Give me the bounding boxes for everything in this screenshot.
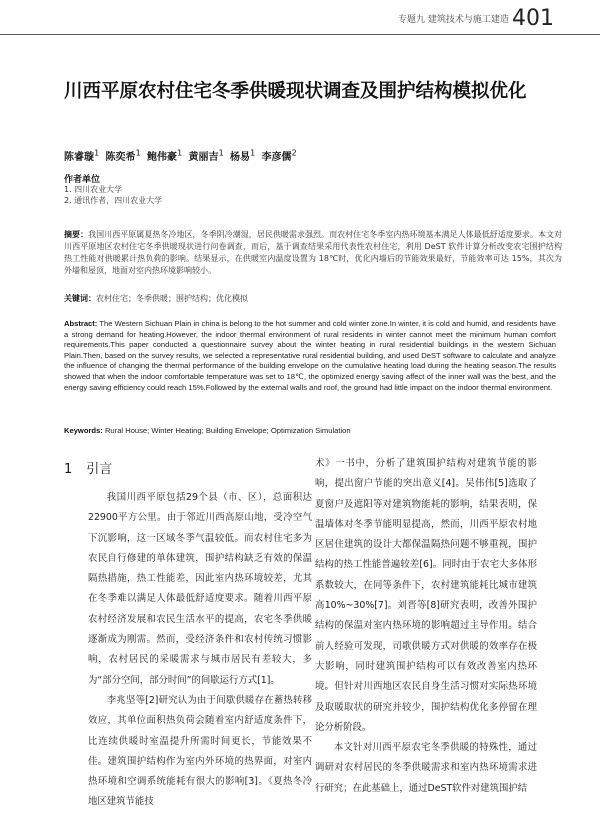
keywords-chinese	[64, 293, 562, 304]
paragraph: 本文针对川西平原农宅冬季供暖的特殊性，通过调研对农村居民的冬季供暖需求和室内热环境需求进行研究；在此基础上，通过DeST软件对建筑围护结	[315, 742, 537, 794]
affiliation-heading: 作者单位	[64, 175, 101, 185]
author: 陈奕希$^1$	[105, 148, 141, 164]
abstract-label: Abstract:	[64, 319, 98, 328]
author: 鲍伟豪$^1$	[147, 148, 183, 164]
affiliation-2: 2. 通讯作者，四川农业大学	[64, 196, 163, 205]
abstract-text: 我国川西平原属夏热冬冷地区，冬季阴冷潮湿，居民供暖需求强烈。而农村住宅冬季室内热环境基本满足人体最低舒适度要求。本文对川西平原地区农村住宅冬季供暖现状进行问卷调查，而后，基于调查结果采用代表性农村住宅，利用 DeST 软件计算分析改变农宅围护结构热工性能对供暖累计热负荷的影响。结果显示，在供暖室内温度设置为 18℃时，优化内墙后的节能效果最好，节能效率可达 15%，其次为外墙和屋顶，地面对室内热环境影响较小。	[64, 230, 563, 275]
author: 杨易$^1$	[230, 148, 256, 164]
abstract-label: 摘要：	[64, 230, 89, 239]
paper-title: 川西平原农村住宅冬季供暖现状调查及围护结构模拟优化	[64, 81, 527, 102]
affiliation-1: 1. 四川农业大学	[64, 185, 123, 194]
body-column-right	[315, 454, 537, 799]
author-list	[64, 148, 300, 163]
abstract-text: The Western Sichuan Plain in china is belong to the hot summer and cold winter zone.In winter, it is cold and humid, and residents have a strong demand for heating.However, the indoor thermal environment of rural residents in winter cannot meet the minimum human comfort requirements.This paper conducted a questionnaire survey about the winter heating in rural residential buildings in the western Sichuan Plain.Then, based on the survey results, we selected a representative rural residential building, and used DeST software to calculate and analyze the influence of changing the thermal performance of the building envelope on the cumulative heating load during the heating season.The results showed that when the indoor comfortable temperature was set to 18℃, the optimized energy saving affect of the inner wall was the best, and the energy saving efficiency could reach 15%.Followed by the external walls and roof, the ground had little impact on the indoor thermal environment.	[64, 319, 556, 392]
section-title: 引言	[86, 462, 113, 477]
abstract-english	[64, 319, 556, 393]
keywords-label: Keywords:	[64, 426, 103, 435]
keywords-label: 关键词：	[64, 294, 96, 303]
keywords-text: Rural House; Winter Heating; Building Envelope; Optimization Simulation	[104, 426, 351, 435]
paragraph: 李兆坚等[2]研究认为由于间歇供暖存在蓄热转移效应，其单位面积热负荷会随着室内舒适度条件下，比连续供暖时室温提升所需时间更长，节能效果不佳。建筑围护结构作为室内外环境的热界面，对室内热环境和空调系统能耗有很大的影响[3]。《夏热冬冷地区建筑节能技	[88, 694, 312, 808]
author: 陈睿璇$^1$	[64, 148, 100, 164]
paragraph: 我国川西平原包括29个县（市、区），总面积达22900平方公里。由于邻近川西高原山地，受冷空气下沉影响，这一区域冬季气温较低。而农村住宅多为农民自行修建的单体建筑，围护结构缺乏有效的保温隔热措施，热工性能差，因此室内热环境较差，尤其在冬季难以满足人体最低舒适度要求。随着川西平原农村经济发展和农民生活水平的提高，农宅冬季供暖逐渐成为刚需。然而，受经济条件和农村传统习惯影响，农村居民的采暖需求与城市居民有差较大，多为“部分空间，部分时间”的间歇运行方式[1]。	[88, 492, 312, 686]
section-number: 1	[64, 462, 73, 477]
keywords-text: 农村住宅；冬季供暖；围护结构；优化模拟	[96, 294, 248, 303]
paragraph: 术》一书中，分析了建筑围护结构对建筑节能的影响，提出窗户节能的突出意义[4]。吴伟伟[5]选取了夏窗户及遮阳等对建筑物能耗的影响，结果表明，保温墙体对冬季节能明显提高，然而，川西平原农村地区居住建筑的设计大都保温隔热问题不够重视，围护结构的热工性能普遍较差[6]。同时由于农宅大多体形系数较大，在同等条件下，农村建筑能耗比城市建筑高10%~30%[7]。刘晋等[8]研究表明，改善外围护结构的保温对室内热环境的影响超过主导作用。结合前人经验可发现，司歌供暖方式对供暖的效率存在极大影响，同时建筑围护结构可以有效改善室内热环境。但针对川西地区农民自身生活习惯对实际热环境及取暖取状的研究并较少，围护结构优化多停留在理论分析阶段。	[315, 458, 537, 733]
running-header	[0, 6, 600, 36]
body-column-left	[88, 488, 312, 813]
author: 黄丽吉$^1$	[188, 148, 224, 164]
keywords-english	[64, 426, 562, 435]
page-number: 401	[512, 6, 554, 31]
author: 李彦儒$^2$	[261, 148, 297, 164]
header-rule	[0, 34, 600, 35]
abstract-chinese	[64, 229, 562, 277]
running-header-text: 专题九 建筑技术与施工建造	[398, 15, 509, 25]
section-heading	[64, 458, 112, 477]
